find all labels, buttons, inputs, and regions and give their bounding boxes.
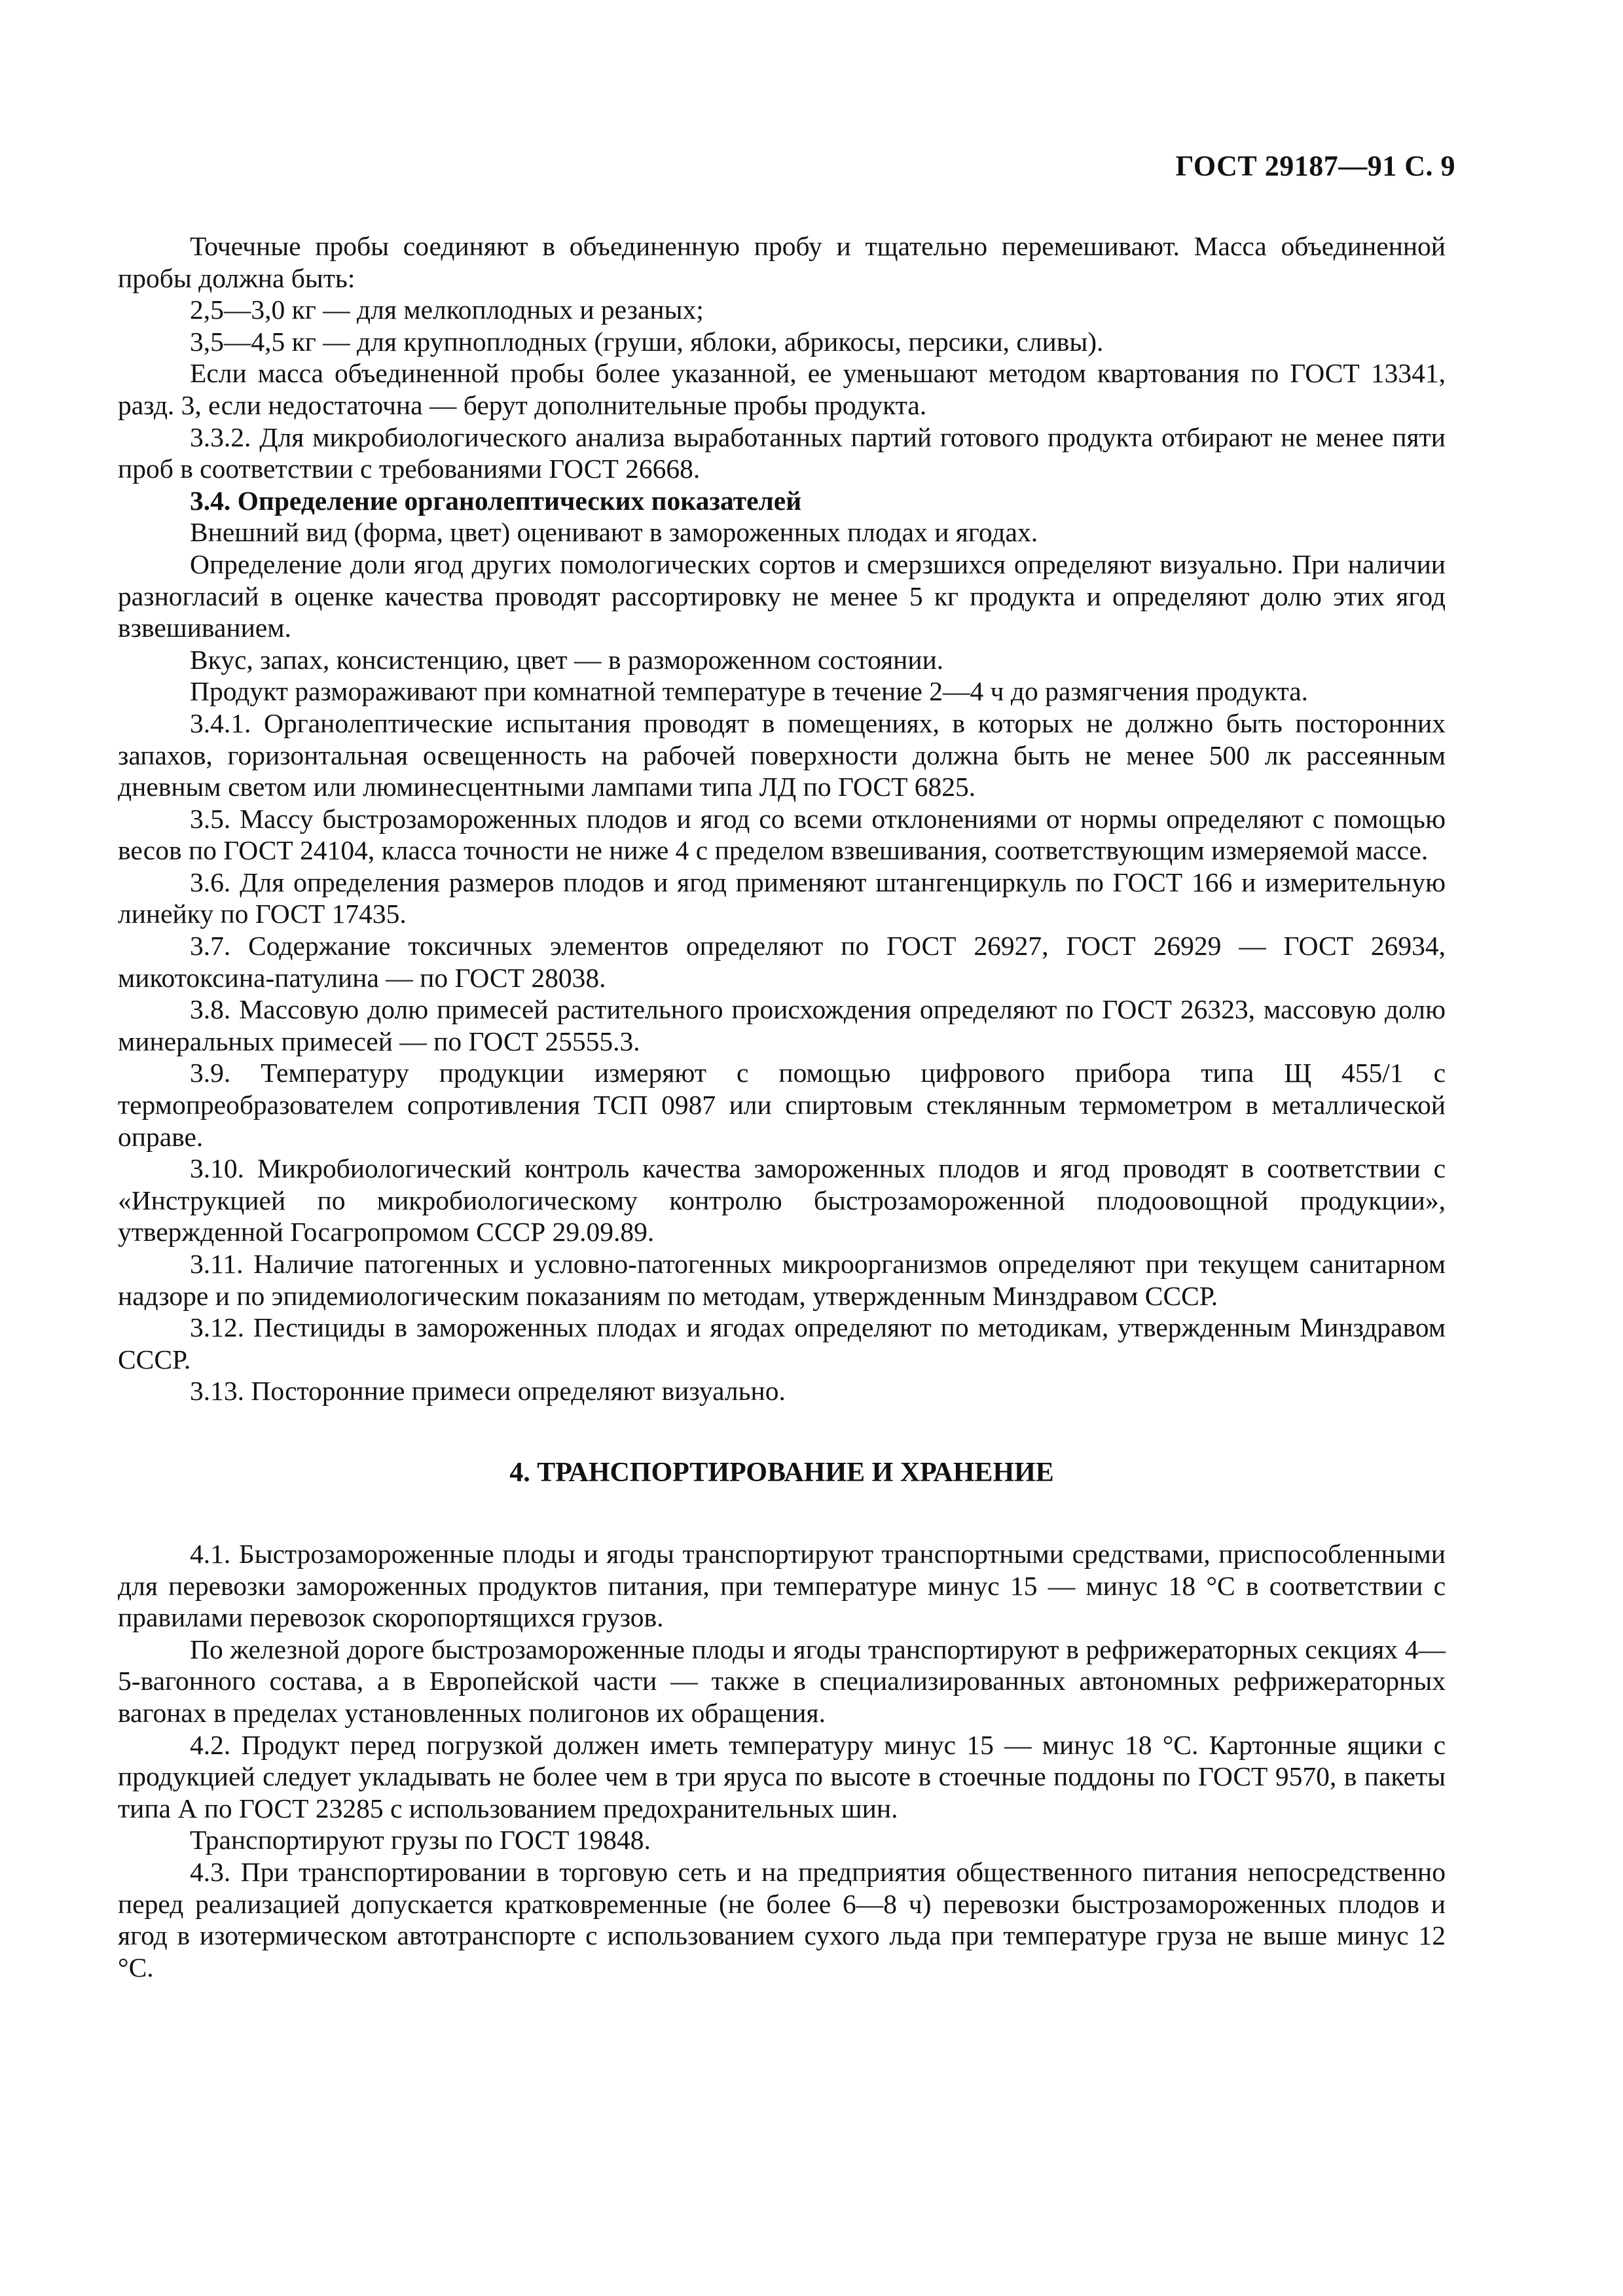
paragraph: Точечные пробы соединяют в объединенную пробу и тщательно перемешивают. Масса объединенной пробы должна быть: <box>118 231 1446 293</box>
paragraph: 3.9. Температуру продукции измеряют с помощью цифрового прибора типа Щ 455/1 с термопреобразователем сопротивления ТСП 0987 или спиртовым стеклянным термометром в металлической оправе. <box>118 1058 1446 1152</box>
paragraph: По железной дороге быстрозамороженные плоды и ягоды транспортируют в рефрижераторных секциях 4—5-вагонного состава, а в Европейской части — также в специализированных автономных рефрижераторных вагонах в пределах установленных полигонов их обращения. <box>118 1634 1446 1728</box>
document-body <box>118 230 1446 1983</box>
paragraph: 3.4.1. Органолептические испытания проводят в помещениях, в которых не должно быть посторонних запахов, горизонтальная освещенность на рабочей поверхности должна быть не менее 500 лк рассеянным дневным светом или люминесцентными лампами типа ЛД по ГОСТ 6825. <box>118 708 1446 802</box>
paragraph: 4.1. Быстрозамороженные плоды и ягоды транспортируют транспортными средствами, приспособленными для перевозки замороженных продуктов питания, при температуре минус 15 — минус 18 °С в соответствии с правилами перевозок скоропортящихся грузов. <box>118 1538 1446 1633</box>
section-title: 4. ТРАНСПОРТИРОВАНИЕ И ХРАНЕНИЕ <box>509 1457 1054 1488</box>
paragraph: 3.13. Посторонние примеси определяют визуально. <box>190 1376 786 1407</box>
paragraph: 3.8. Массовую долю примесей растительного происхождения определяют по ГОСТ 26323, массовую долю минеральных примесей — по ГОСТ 25555.3. <box>118 994 1446 1056</box>
subsection-heading: 3.4. Определение органолептических показателей <box>190 485 802 516</box>
paragraph: 4.3. При транспортировании в торговую сеть и на предприятия общественного питания непосредственно перед реализацией допускается кратковременные (не более 6—8 ч) перевозки быстрозамороженных плодов и ягод в изотермическом автотранспорте с использованием сухого льда при температуре груза не выше минус 12 °С. <box>118 1856 1446 1982</box>
paragraph: 3.6. Для определения размеров плодов и ягод применяют штангенциркуль по ГОСТ 166 и измерительную линейку по ГОСТ 17435. <box>118 867 1446 929</box>
paragraph: Определение доли ягод других помологических сортов и смерзшихся определяют визуально. При наличии разногласий в оценке качества проводят рассортировку не менее 5 кг продукта и определяют долю этих ягод взвешиванием. <box>118 548 1446 643</box>
paragraph: Внешний вид (форма, цвет) оценивают в замороженных плодах и ягодах. <box>190 517 1038 548</box>
paragraph: 3.3.2. Для микробиологического анализа выработанных партий готового продукта отбирают не менее пяти проб в соответствии с требованиями ГОСТ 26668. <box>118 422 1446 484</box>
paragraph: 3.7. Содержание токсичных элементов определяют по ГОСТ 26927, ГОСТ 26929 — ГОСТ 26934, микотоксина-патулина — по ГОСТ 28038. <box>118 931 1446 993</box>
paragraph: 2,5—3,0 кг — для мелкоплодных и резаных; <box>190 295 704 325</box>
page-header: ГОСТ 29187—91 С. 9 <box>1175 150 1455 182</box>
paragraph: Продукт размораживают при комнатной температуре в течение 2—4 ч до размягчения продукта. <box>190 676 1309 707</box>
paragraph: Вкус, запах, консистенцию, цвет — в размороженном состоянии. <box>190 644 944 675</box>
paragraph: Транспортируют грузы по ГОСТ 19848. <box>190 1825 651 1856</box>
paragraph: 3.11. Наличие патогенных и условно-патогенных микроорганизмов определяют при текущем санитарном надзоре и по эпидемиологическим показаниям по методам, утвержденным Минздравом СССР. <box>118 1249 1446 1311</box>
paragraph: 3.12. Пестициды в замороженных плодах и ягодах определяют по методикам, утвержденным Минздравом СССР. <box>118 1312 1446 1374</box>
paragraph: 3,5—4,5 кг — для крупноплодных (груши, яблоки, абрикосы, персики, сливы). <box>190 326 1104 357</box>
paragraph: Если масса объединенной пробы более указанной, ее уменьшают методом квартования по ГОСТ 13341, разд. 3, если недостаточна — берут дополнительные пробы продукта. <box>118 358 1446 420</box>
paragraph: 4.2. Продукт перед погрузкой должен иметь температуру минус 15 — минус 18 °С. Картонные ящики с продукцией следует укладывать не более чем в три яруса по высоте в стоечные поддоны по ГОСТ 9570, в пакеты типа А по ГОСТ 23285 с использованием предохранительных шин. <box>118 1729 1446 1823</box>
paragraph: 3.10. Микробиологический контроль качества замороженных плодов и ягод проводят в соответствии с «Инструкцией по микробиологическому контролю быстрозамороженной плодоовощной продукции», утвержденной Госагропромом СССР 29.09.89. <box>118 1153 1446 1247</box>
paragraph: 3.5. Массу быстрозамороженных плодов и ягод со всеми отклонениями от нормы определяют с помощью весов по ГОСТ 24104, класса точности не ниже 4 с пределом взвешивания, соответствующим измеряемой массе. <box>118 803 1446 866</box>
